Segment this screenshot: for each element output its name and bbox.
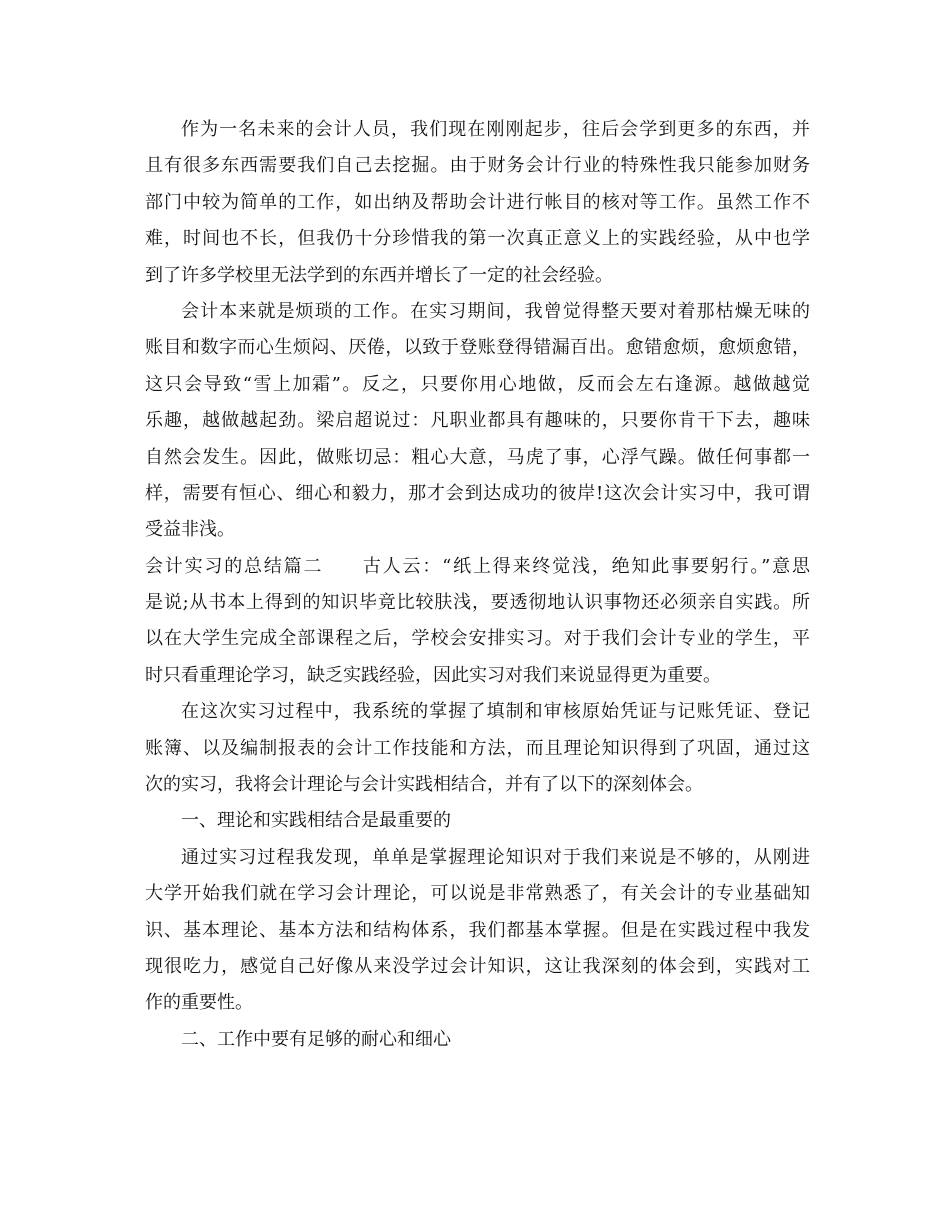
text-line: 会计本来就是烦琐的工作。在实习期间，我曾觉得整天要对着那枯燥无味的: [181, 300, 810, 322]
text-line: 次的实习，我将会计理论与会计实践相结合，并有了以下的深刻体会。: [145, 774, 703, 796]
text-line: 乐趣，越做越起劲。梁启超说过：凡职业都具有趣味的，只要你肯干下去，趣味: [145, 410, 810, 432]
text-line: 部门中较为简单的工作，如出纳及帮助会计进行帐目的核对等工作。虽然工作不: [145, 191, 810, 213]
section-heading-line: 会计实习的总结篇二 古人云：“纸上得来终觉浅，绝知此事要躬行。”意思: [145, 555, 810, 577]
text-line: 通过实习过程我发现，单单是掌握理论知识对于我们来说是不够的，从刚进: [181, 846, 810, 868]
text-line: 账目和数字而心生烦闷、厌倦，以致于登账登得错漏百出。愈错愈烦，愈烦愈错，: [145, 337, 810, 359]
text-line: 以在大学生完成全部课程之后，学校会安排实习。对于我们会计专业的学生，平: [145, 628, 810, 650]
text-line: 作为一名未来的会计人员，我们现在刚刚起步，往后会学到更多的东西，并: [181, 119, 810, 140]
text-line: 样，需要有恒心、细心和毅力，那才会到达成功的彼岸!这次会计实习中，我可谓: [145, 482, 810, 504]
text-line: 是说;从书本上得到的知识毕竟比较肤浅，要透彻地认识事物还必须亲自实践。所: [145, 592, 810, 614]
text-line: 难，时间也不长，但我仍十分珍惜我的第一次真正意义上的实践经验，从中也学: [145, 228, 810, 250]
text-line: 自然会发生。因此，做账切忌：粗心大意，马虎了事，心浮气躁。做任何事都一: [145, 446, 810, 468]
text-line: 且有很多东西需要我们自己去挖掘。由于财务会计行业的特殊性我只能参加财务: [145, 155, 810, 177]
subheading-line: 一、理论和实践相结合是最重要的: [181, 810, 451, 832]
text-line: 账簿、以及编制报表的会计工作技能和方法，而且理论知识得到了巩固，通过这: [145, 737, 810, 759]
text-line: 受益非浅。: [145, 519, 235, 541]
text-line: 在这次实习过程中，我系统的掌握了填制和审核原始凭证与记账凭证、登记: [181, 701, 810, 723]
subheading-line: 二、工作中要有足够的耐心和细心: [181, 1028, 451, 1050]
text-line: 时只看重理论学习，缺乏实践经验，因此实习对我们来说显得更为重要。: [145, 664, 721, 686]
text-line: 作的重要性。: [145, 992, 253, 1014]
text-line: 这只会导致“雪上加霜”。反之，只要你用心地做，反而会左右逢源。越做越觉: [145, 373, 810, 395]
text-line: 到了许多学校里无法学到的东西并增长了一定的社会经验。: [145, 264, 613, 286]
document-page: [145, 112, 810, 1058]
text-line: 大学开始我们就在学习会计理论，可以说是非常熟悉了，有关会计的专业基础知: [145, 883, 810, 905]
text-line: 识、基本理论、基本方法和结构体系，我们都基本掌握。但是在实践过程中我发: [145, 919, 810, 941]
text-line: 现很吃力，感觉自己好像从来没学过会计知识，这让我深刻的体会到，实践对工: [145, 955, 810, 977]
